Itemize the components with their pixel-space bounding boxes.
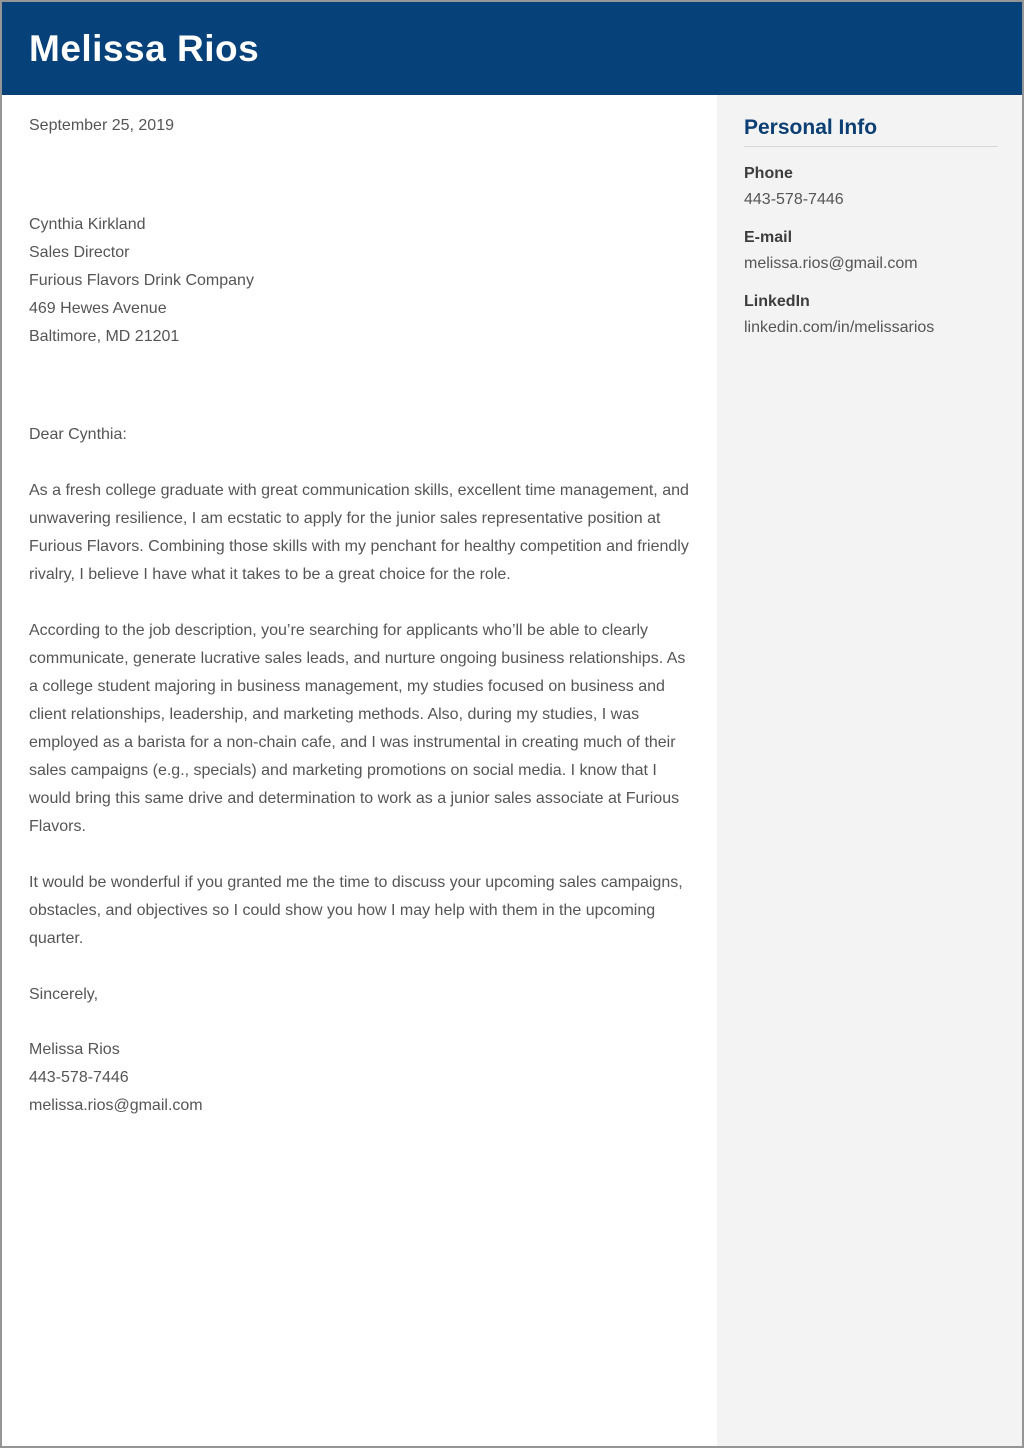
paragraph-intro: As a fresh college graduate with great communication skills, excellent time management, and unwavering resilience, I am ecstatic to apply for the junior sales representative position at Furious Flavors. Combining those skills with my penchant for healthy competition and friendly rivalry, I believe I have what it takes to be a great choice for the role. [29, 482, 689, 583]
recipient-city: Baltimore, MD 21201 [29, 328, 180, 345]
candidate-name: Melissa Rios [29, 28, 260, 69]
signature-email: melissa.rios@gmail.com [29, 1097, 203, 1114]
closing: Sincerely, [29, 986, 99, 1003]
phone-value: 443-578-7446 [744, 191, 844, 208]
recipient-block [29, 211, 690, 351]
phone-label: Phone [744, 165, 793, 182]
recipient-street: 469 Hewes Avenue [29, 300, 167, 317]
personal-info-sidebar [717, 95, 1022, 1446]
email-label: E-mail [744, 229, 793, 246]
paragraph-experience: According to the job description, you’re searching for applicants who’ll be able to clearly communicate, generate lucrative sales leads, and nurture ongoing business relationships. As a college student majoring in business management, my studies focused on business and client relationships, leadership, and marketing methods. Also, during my studies, I was employed as a barista for a non-chain cafe, and I was instrumental in creating much of their sales campaigns (e.g., specials) and marketing promotions on social media. I know that I would bring this same drive and determination to work as a junior sales associate at Furious Flavors. [29, 622, 686, 835]
linkedin-label: LinkedIn [744, 293, 810, 310]
sidebar-divider [744, 146, 998, 147]
info-group-email [744, 225, 998, 277]
recipient-name: Cynthia Kirkland [29, 216, 146, 233]
email-value: melissa.rios@gmail.com [744, 255, 918, 272]
letter-header [2, 2, 1022, 95]
signature-block [29, 1036, 690, 1120]
signature-phone: 443-578-7446 [29, 1069, 129, 1086]
paragraph-call-to-action: It would be wonderful if you granted me the time to discuss your upcoming sales campaigns, obstacles, and objectives so I could show you how I may help with them in the upcoming quarter. [29, 874, 683, 947]
letter-date: September 25, 2019 [29, 117, 174, 134]
sidebar-title: Personal Info [744, 116, 878, 139]
linkedin-value: linkedin.com/in/melissarios [744, 319, 935, 336]
letter-body [2, 95, 717, 1446]
recipient-title: Sales Director [29, 244, 130, 261]
info-group-linkedin [744, 289, 998, 341]
info-group-phone [744, 161, 998, 213]
salutation: Dear Cynthia: [29, 426, 127, 443]
signature-name: Melissa Rios [29, 1041, 120, 1058]
recipient-company: Furious Flavors Drink Company [29, 272, 254, 289]
content-row [2, 95, 1022, 1446]
